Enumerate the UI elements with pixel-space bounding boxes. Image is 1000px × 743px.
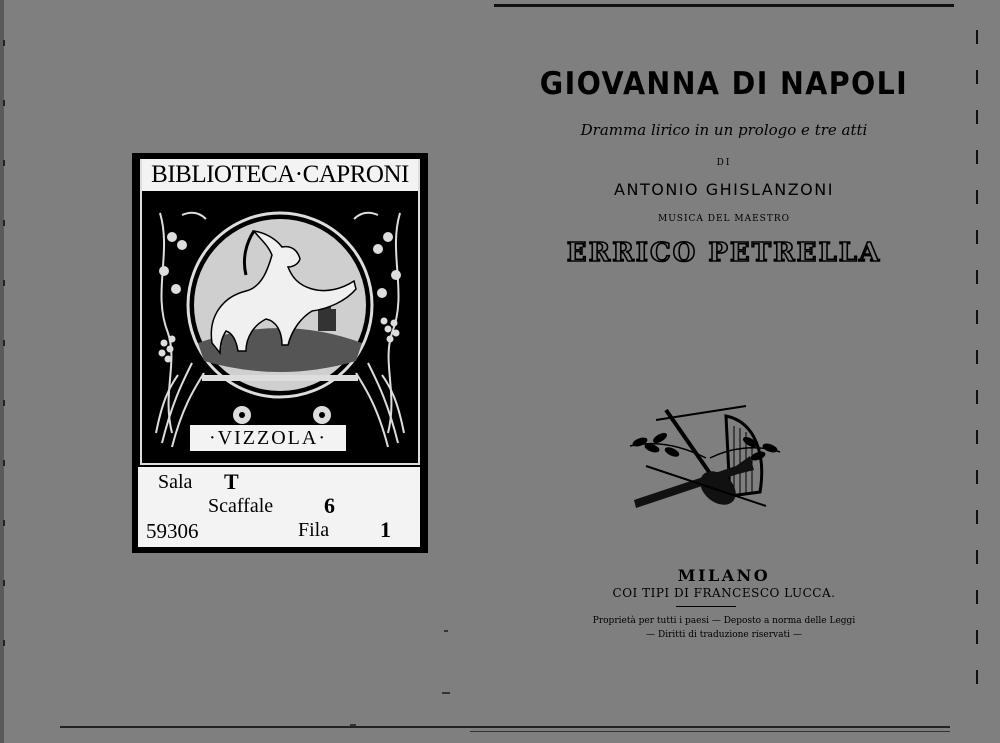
by-label: DI (716, 158, 732, 168)
sala-value: T (224, 469, 239, 494)
shelfmark-card (138, 467, 420, 547)
scaffale-value: 6 (324, 493, 335, 518)
bookplate-location-label: ·VIZZOLA· (190, 425, 346, 451)
opera-subtitle: Dramma lirico in un prologo e tre atti (580, 121, 868, 139)
scan-speck (350, 724, 356, 726)
scan-spine-marks (3, 40, 5, 680)
music-by-label: MUSICA DEL MAESTRO (658, 214, 790, 224)
librettist-name: ANTONIO GHISLANZONI (614, 180, 834, 199)
fila-value: 1 (380, 517, 391, 542)
top-rule (494, 4, 954, 7)
printer-line: COI TIPI DI FRANCESCO LUCCA. (612, 586, 836, 600)
rights-notice-line-2: — Diritti di traduzione riservati — (646, 630, 802, 640)
bookplate (132, 153, 428, 553)
musical-instruments-emblem-icon (626, 396, 784, 514)
rights-notice-line-1: Proprietà per tutti i paesi — Deposto a norma delle Leggi (592, 616, 856, 626)
fila-label: Fila (298, 519, 330, 541)
scaffale-label: Scaffale (208, 495, 274, 517)
bottom-rule (60, 726, 950, 728)
composer-name: ERRICO PETRELLA (566, 238, 882, 268)
imprint-divider (676, 606, 736, 607)
scan-right-edge (976, 30, 978, 710)
publication-city: MILANO (677, 566, 771, 585)
sala-label: Sala (158, 471, 193, 493)
inventory-number: 59306 (146, 519, 199, 543)
scan-speck (442, 692, 450, 694)
opera-title: GIOVANNA DI NAPOLI (539, 66, 909, 102)
scan-speck (444, 630, 448, 632)
bookplate-library-name: BIBLIOTECA·CAPRONI (142, 159, 418, 191)
bookplate-goat-illustration (142, 193, 418, 463)
bottom-rule-secondary (470, 731, 950, 732)
